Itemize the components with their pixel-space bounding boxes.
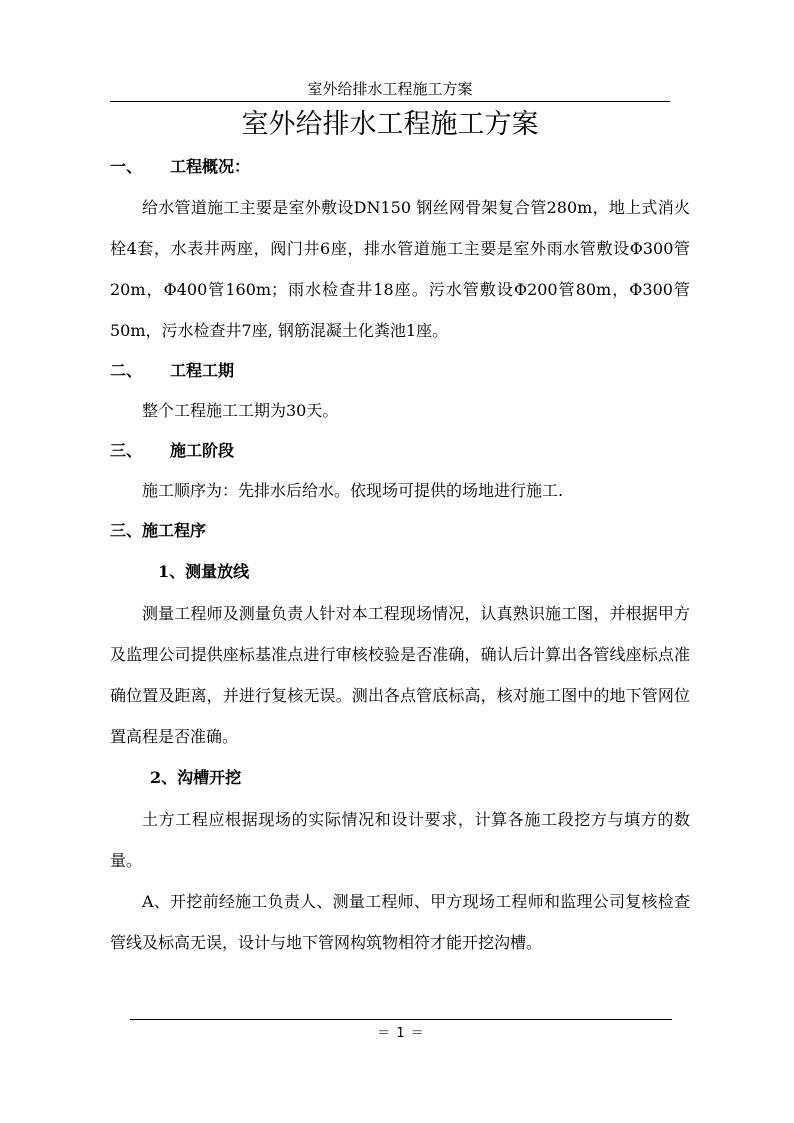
section-heading-text: 施工阶段 — [170, 441, 235, 460]
subsection-heading-trench: 2、沟槽开挖 — [150, 768, 242, 787]
page-number: ＝ 1 ＝ — [377, 1026, 425, 1041]
section-heading-overview — [110, 147, 690, 187]
section-heading-text: 施工程序 — [142, 521, 207, 540]
section-heading-schedule — [110, 351, 690, 391]
section-heading-procedure — [110, 511, 690, 551]
section-number: 三、 — [110, 441, 143, 460]
running-header: 室外给排水工程施工方案 — [307, 80, 473, 98]
paragraph-trench: 土方工程应根据现场的实际情况和设计要求，计算各施工段挖方与填方的数量。 — [110, 810, 690, 870]
paragraph-trench-a: A、开挖前经施工负责人、测量工程师、甲方现场工程师和监理公司复核检查管线及标高无误，设计与地下管网构筑物相符才能开挖沟槽。 — [110, 892, 690, 952]
section-heading-text: 工程概况： — [170, 157, 251, 176]
paragraph-schedule: 整个工程施工工期为30天。 — [142, 401, 339, 420]
section-number: 一、 — [110, 157, 143, 176]
header-divider — [110, 101, 670, 102]
section-number: 三、 — [110, 521, 143, 540]
section-heading-stages — [110, 431, 690, 471]
footer-divider — [130, 1019, 672, 1020]
section-number: 二、 — [110, 361, 143, 380]
paragraph-overview: 给水管道施工主要是室外敷设DN150 钢丝网骨架复合管280m，地上式消火栓4套，水表井两座，阀门井6座，排水管道施工主要是室外雨水管敷设Φ300管20m，Φ400管160m；雨水检查井18座。污水管敷设Φ200管80m，Φ300管50m，污水检查井7座, 钢筋混凝土化粪池1座。 — [110, 198, 690, 340]
subsection-heading-survey: 1、测量放线 — [158, 562, 250, 581]
section-heading-text: 工程工期 — [170, 361, 235, 380]
document-body — [110, 147, 690, 963]
paragraph-survey: 测量工程师及测量负责人针对本工程现场情况，认真熟识施工图，并根据甲方及监理公司提供座标基准点进行审核校验是否准确，确认后计算出各管线座标点准确位置及距离，并进行复核无误。测出各点管底标高，核对施工图中的地下管网位置高程是否准确。 — [110, 604, 690, 746]
paragraph-stages: 施工顺序为：先排水后给水。依现场可提供的场地进行施工. — [142, 481, 564, 500]
document-title: 室外给排水工程施工方案 — [241, 109, 539, 140]
